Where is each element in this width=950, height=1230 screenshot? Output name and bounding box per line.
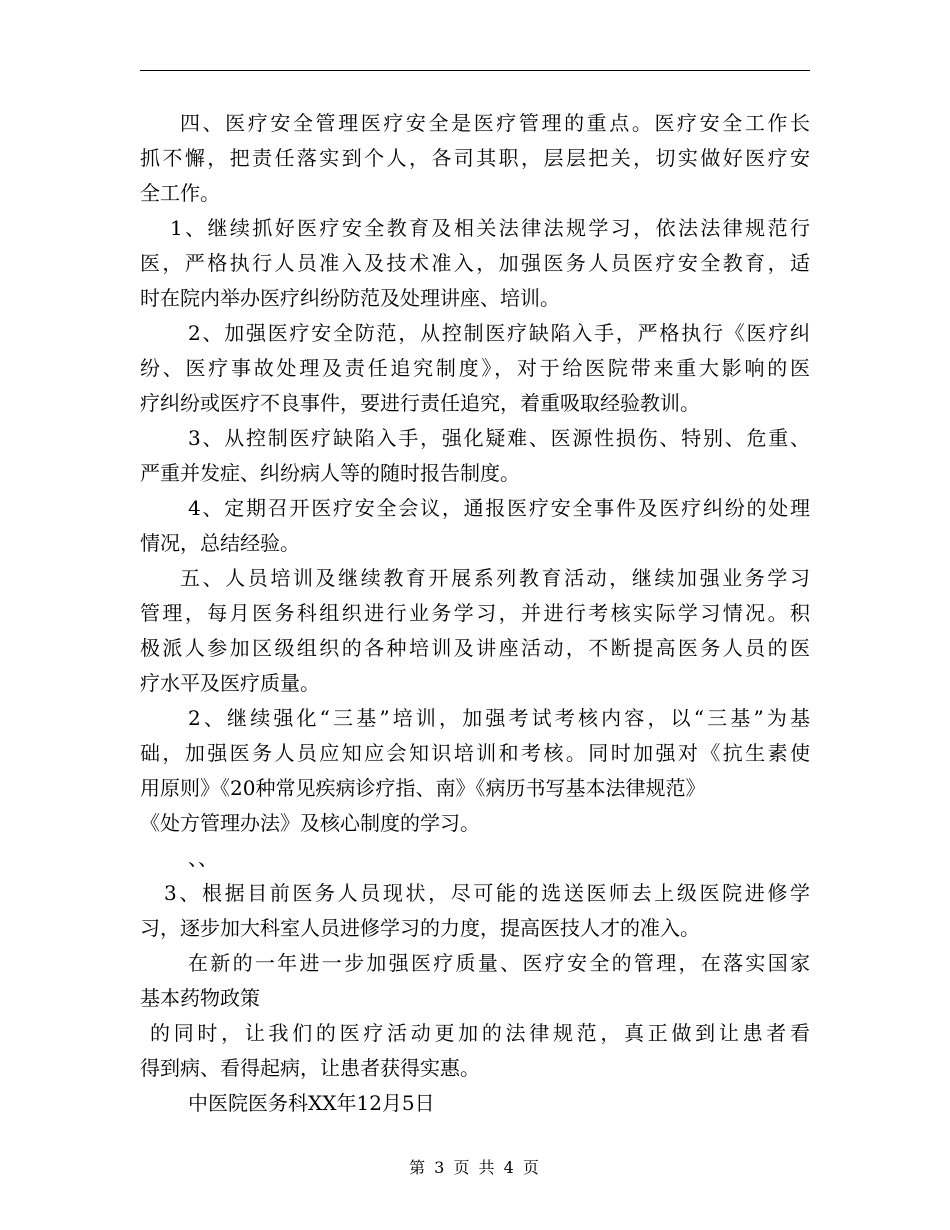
section-heading-training: 五、人员培训及继续教育开展系列教育活动，继续加强业务学习 <box>180 566 810 590</box>
list-item-2-line: 2、加强医疗安全防范，从控制医疗缺陷入手，严格执行《医疗纠 <box>188 321 810 345</box>
list-item-4-line: 4、定期召开医疗安全会议，通报医疗安全事件及医疗纠纷的处理 <box>188 496 810 520</box>
stray-punctuation: 、、 <box>188 846 218 870</box>
paragraph-line: 习，逐步加大科室人员进修学习的力度，提高医技人才的准入。 <box>140 916 700 940</box>
list-item-2b-line: 2、继续强化“三基”培训，加强考试考核内容，以“三基”为基 <box>188 706 810 730</box>
section-heading-medical-safety: 四、医疗安全管理医疗安全是医疗管理的重点。医疗安全工作长 <box>180 111 810 135</box>
paragraph-line: 用原则》《20种常见疾病诊疗指、南》《病历书写基本法律规范》 <box>140 776 706 800</box>
document-body <box>140 106 810 1121</box>
page-number: 第 3 页 共 4 页 <box>409 1158 541 1177</box>
list-item-3b-line: 3、根据目前医务人员现状，尽可能的选送医师去上级医院进修学 <box>164 881 810 905</box>
signature-date: 中医院医务科XX年12月5日 <box>188 1091 435 1115</box>
paragraph-line: 础，加强医务人员应知应会知识培训和考核。同时加强对《抗生素使 <box>140 741 810 765</box>
paragraph-line: 情况，总结经验。 <box>140 531 300 555</box>
paragraph-line: 疗水平及医疗质量。 <box>140 671 320 695</box>
paragraph-line: 疗纠纷或医疗不良事件，要进行责任追究，着重吸取经验教训。 <box>140 391 700 415</box>
paragraph-line: 基本药物政策 <box>140 986 260 1010</box>
header-rule <box>140 70 810 71</box>
paragraph-line: 管理，每月医务科组织进行业务学习，并进行考核实际学习情况。积 <box>140 601 810 625</box>
paragraph-line: 抓不懈，把责任落实到个人，各司其职，层层把关，切实做好医疗安 <box>140 146 810 170</box>
paragraph-line: 《处方管理办法》及核心制度的学习。 <box>140 811 480 835</box>
paragraph-line: 纷、医疗事故处理及责任追究制度》，对于给医院带来重大影响的医 <box>140 356 810 380</box>
paragraph-line: 全工作。 <box>140 181 220 205</box>
paragraph-line: 时在院内举办医疗纠纷防范及处理讲座、培训。 <box>140 286 560 310</box>
list-item-3-line: 3、从控制医疗缺陷入手，强化疑难、医源性损伤、特别、危重、 <box>188 426 810 450</box>
paragraph-line: 得到病、看得起病，让患者获得实惠。 <box>140 1056 480 1080</box>
list-item-1-line: 1、继续抓好医疗安全教育及相关法律法规学习，依法法律规范行 <box>170 216 810 240</box>
paragraph-line: 医，严格执行人员准入及技术准入，加强医务人员医疗安全教育，适 <box>140 251 810 275</box>
paragraph-line: 极派人参加区级组织的各种培训及讲座活动，不断提高医务人员的医 <box>140 636 810 660</box>
closing-paragraph-line: 在新的一年进一步加强医疗质量、医疗安全的管理，在落实国家 <box>188 951 810 975</box>
paragraph-line: 严重并发症、纠纷病人等的随时报告制度。 <box>140 461 520 485</box>
paragraph-line: 的同时，让我们的医疗活动更加的法律规范，真正做到让患者看 <box>150 1021 810 1045</box>
